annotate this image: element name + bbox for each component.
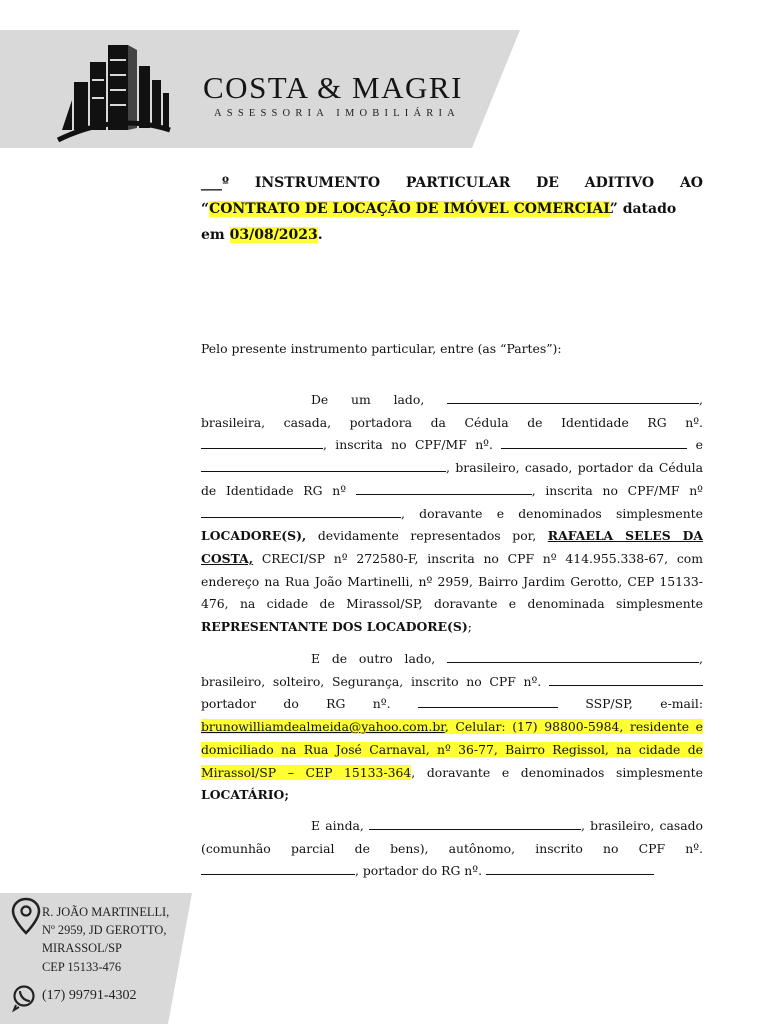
title-line-1 (201, 170, 703, 196)
title-word: AO (679, 175, 703, 191)
title-em: em (201, 227, 230, 243)
intro-text: Pelo presente instrumento particular, entre (as “Partes”): (201, 341, 562, 356)
paragraph-locatario (201, 648, 703, 807)
blank-field (369, 816, 581, 830)
text: , inscrita no CPF/MF nº (531, 482, 703, 498)
blank-field (201, 458, 446, 472)
text: , brasileiro, casado, portador da Cédula de Identidade RG nº (201, 460, 703, 498)
text: CRECI/SP nº 272580-F, inscrita no CPF nº 414.955.338-67, com endereço na Rua João Martinelli, nº 2959, Bairro Jardim Gerotto, CEP 15133-476, na cidade de Mirassol/SP, doravante e denominada simplesmente (201, 550, 703, 612)
document-title (201, 170, 703, 248)
text: SSP/SP, e-mail: (557, 696, 703, 712)
title-dated: ” datado (609, 201, 677, 217)
title-line-2 (201, 196, 703, 222)
paragraph-locadores (201, 389, 703, 639)
title-quote: “ (201, 201, 210, 217)
text: , doravante e denominados simplesmente (411, 764, 703, 780)
blank-field (447, 649, 699, 663)
representative-role: REPRESENTANTE DOS LOCADORE(S) (201, 619, 468, 635)
contract-name-highlight: CONTRATO DE LOCAÇÃO DE IMÓVEL COMERCIAL (209, 201, 610, 217)
title-period: . (317, 227, 323, 243)
text: , portador do RG nº. (355, 863, 486, 879)
text: , brasileiro, solteiro, Segurança, inscrito no CPF nº. (201, 651, 703, 689)
address-line: R. JOÃO MARTINELLI, (42, 905, 170, 919)
text: e (687, 437, 703, 453)
tenant-contact-highlight: , Celular: (17) 98800-5984, residente e domiciliado na Rua José Carnaval, nº 36-77, Bairro Regissol, na cidade de Mirassol/SP – CEP 15133-364 (201, 719, 703, 780)
paragraph-fiador (201, 815, 703, 883)
text: E de outro lado, (311, 651, 448, 666)
title-word: ADITIVO (584, 175, 655, 191)
address-line: Nº 2959, JD GEROTTO, (42, 923, 167, 938)
address-line: MIRASSOL/SP (42, 941, 122, 956)
blank-field (486, 861, 654, 875)
footer-phone: (17) 99791-4302 (42, 988, 137, 1003)
blank-field (201, 861, 355, 875)
locatario-term: LOCATÁRIO; (201, 787, 289, 803)
title-word: PARTICULAR (405, 175, 511, 191)
blank-field (356, 481, 532, 495)
title-line-3 (201, 222, 703, 248)
blank-field (447, 390, 699, 404)
title-word: INSTRUMENTO (254, 175, 381, 191)
text: , inscrita no CPF/MF nº. (323, 437, 502, 453)
contract-date-highlight: 03/08/2023 (229, 227, 318, 243)
text: ; (467, 619, 472, 635)
text: , brasileiro, casado (comunhão parcial de bens), autônomo, inscrito no CPF nº. (201, 818, 703, 856)
representative-name: RAFAELA SELES DA COSTA, (201, 528, 703, 566)
company-name: COSTA & MAGRI (203, 70, 463, 105)
text: devidamente representados por, (306, 528, 548, 544)
blank-field (418, 694, 558, 708)
text: De um lado, (311, 392, 448, 407)
blank-field (201, 504, 401, 518)
address-line: CEP 15133-476 (42, 959, 122, 974)
text: portador do RG nº. (201, 696, 418, 712)
blank-field (201, 435, 323, 449)
email-link[interactable]: brunowilliamdealmeida@yahoo.com.br (201, 719, 445, 735)
text: E ainda, (311, 818, 370, 833)
blank-field (501, 435, 687, 449)
text: , brasileira, casada, portadora da Cédula de Identidade RG nº. (201, 392, 703, 430)
locadores-term: LOCADORE(S), (201, 528, 307, 544)
text: , doravante e denominados simplesmente (401, 505, 703, 521)
title-word: DE (536, 175, 559, 191)
title-number-blank: ___º (201, 175, 229, 191)
company-subtitle: ASSESSORIA IMOBILIÁRIA (214, 108, 460, 119)
footer-address (42, 903, 169, 976)
blank-field (549, 672, 703, 686)
intro-paragraph (201, 338, 703, 361)
